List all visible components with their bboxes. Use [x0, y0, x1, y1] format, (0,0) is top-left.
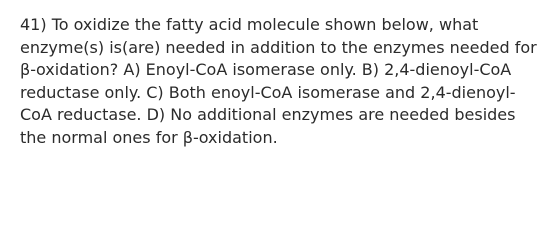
question-line: enzyme(s) is(are) needed in addition to the enzymes needed for — [20, 37, 537, 57]
question-line: reductase only. C) Both enoyl-CoA isomerase and 2,4-dienoyl- — [20, 82, 516, 102]
question-line: β-oxidation? A) Enoyl-CoA isomerase only. B) 2,4-dienoyl-CoA — [20, 60, 512, 79]
question-line: CoA reductase. D) No additional enzymes are needed besides — [20, 105, 516, 124]
question-line: the normal ones for β-oxidation. — [20, 127, 278, 147]
question-line: 41) To oxidize the fatty acid molecule shown below, what — [20, 15, 479, 34]
question-text — [20, 14, 550, 149]
